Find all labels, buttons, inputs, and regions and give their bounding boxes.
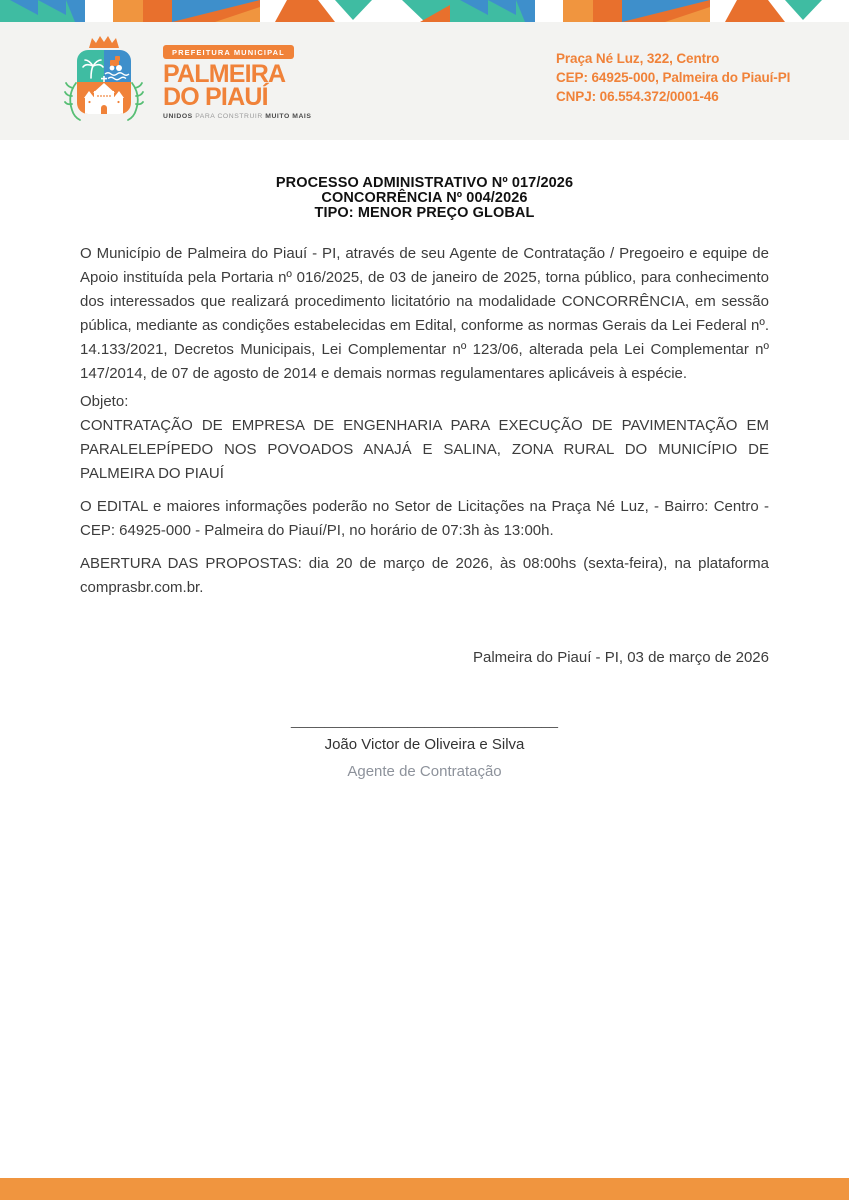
municipal-coat-of-arms [64, 33, 144, 133]
contact-address: Praça Né Luz, 322, Centro [556, 51, 720, 66]
decorative-bottom-band [0, 1178, 849, 1200]
objeto-label: Objeto: [80, 393, 129, 410]
objeto-text: CONTRATAÇÃO DE EMPRESA DE ENGENHARIA PARA EXECUÇÃO DE PAVIMENTAÇÃO EM PARALELEPÍPEDO NOS POVOADOS ANAJÁ E SALINA, ZONA RURAL DO MUNICÍPIO DE PALMEIRA DO PIAUÍ [80, 417, 769, 482]
tagline-part2: PARA CONSTRUIR [195, 113, 263, 120]
title-tipo: TIPO: MENOR PREÇO GLOBAL [314, 205, 535, 221]
logo-text-block [163, 42, 311, 120]
tagline-part1: UNIDOS [163, 113, 193, 120]
title-concorrencia: CONCORRÊNCIA Nº 004/2026 [321, 190, 528, 206]
signature-line: ________________________________ [291, 712, 558, 729]
signature-block [80, 712, 769, 784]
contact-cnpj: CNPJ: 06.554.372/0001-46 [556, 89, 719, 104]
logo-title-line2: DO PIAUÍ [163, 83, 268, 111]
intro-paragraph: O Município de Palmeira do Piauí - PI, através de seu Agente de Contratação / Pregoeiro e equipe de Apoio instituída pela Portaria nº 016/2025, de 03 de janeiro de 2025, torna público, para conhecimento dos interessados que realizará procedimento licitatório na modalidade CONCORRÊNCIA, em sessão pública, mediante as condições estabelecidas em Edital, conforme as normas Gerais da Lei Federal nº. 14.133/2021, Decretos Municipais, Lei Complementar nº 123/06, alterada pela Lei Complementar nº 147/2014, de 07 de agosto de 2014 e demais normas regulamentares aplicáveis à espécie. [80, 245, 769, 382]
document-body [0, 140, 849, 784]
title-processo: PROCESSO ADMINISTRATIVO Nº 017/2026 [275, 175, 574, 191]
contact-info [556, 49, 790, 106]
decorative-top-band [0, 0, 849, 22]
tagline-part3: MUITO MAIS [265, 113, 312, 120]
crown-icon [89, 36, 119, 48]
abertura-paragraph: ABERTURA DAS PROPOSTAS: dia 20 de março de 2026, às 08:00hs (sexta-feira), na plataforma comprasbr.com.br. [80, 555, 769, 596]
contact-cep: CEP: 64925-000, Palmeira do Piauí-PI [556, 70, 791, 85]
date-line: Palmeira do Piauí - PI, 03 de março de 2026 [472, 649, 769, 666]
logo-tagline [163, 113, 311, 120]
letterhead [0, 22, 849, 140]
signatory-name: João Victor de Oliveira e Silva [324, 736, 525, 753]
prefeitura-badge: PREFEITURA MUNICIPAL [163, 45, 294, 59]
objeto-section [80, 390, 769, 486]
logo-title-line1: PALMEIRA [163, 60, 286, 88]
signatory-role: Agente de Contratação [347, 763, 502, 780]
edital-paragraph: O EDITAL e maiores informações poderão no Setor de Licitações na Praça Né Luz, - Bairro: Centro - CEP: 64925-000 - Palmeira do Piauí/PI, no horário de 07:3h às 13:00h. [80, 498, 769, 539]
document-title [80, 176, 769, 221]
